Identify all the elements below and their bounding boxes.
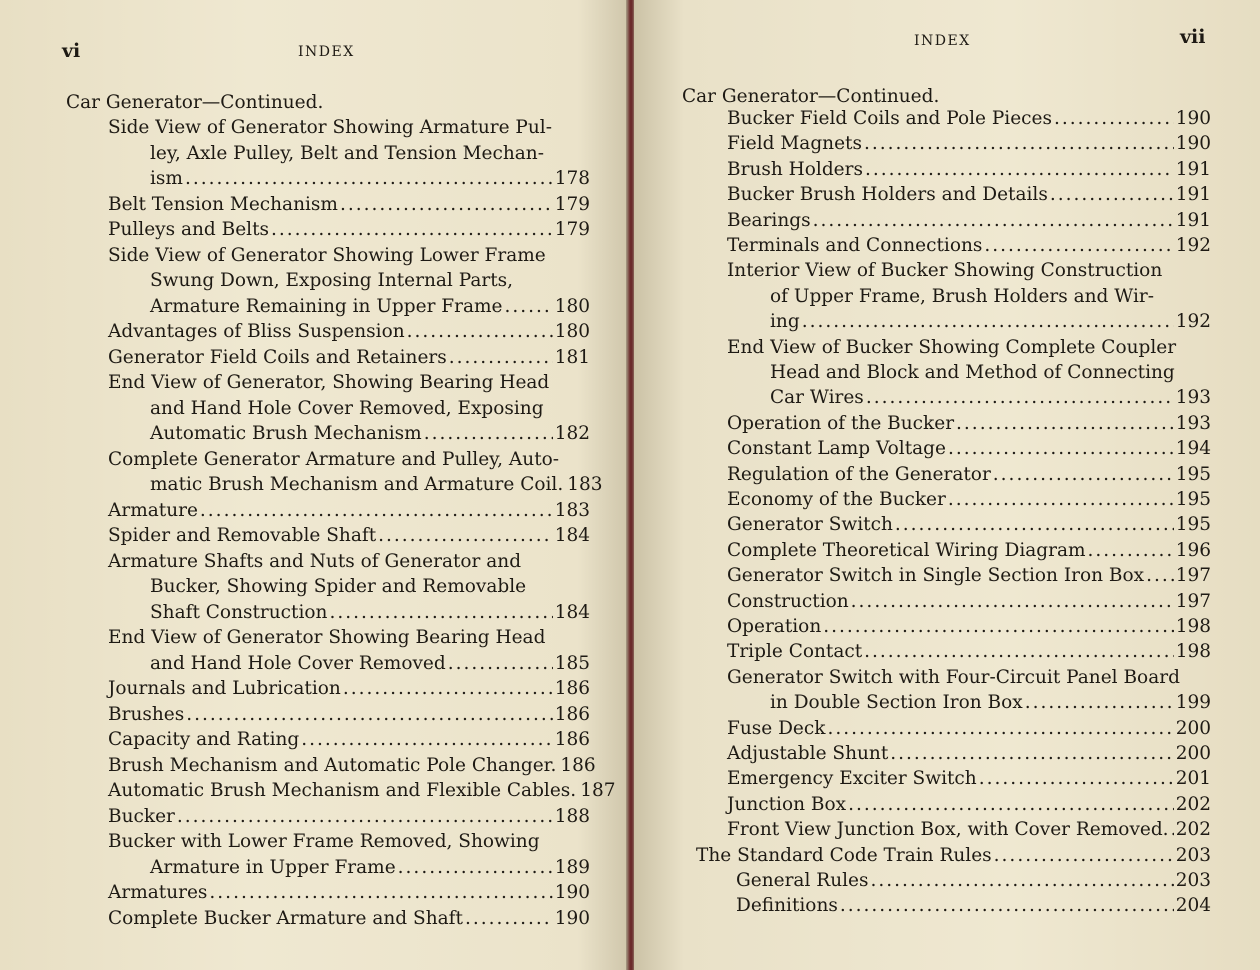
index-entry-text: Definitions	[736, 895, 838, 917]
index-entry-text: Complete Theoretical Wiring Diagram	[727, 539, 1086, 561]
index-entry-line	[108, 498, 590, 524]
left-running-head: INDEX	[298, 44, 355, 60]
section-heading-standard-code	[696, 843, 1211, 869]
index-page-number: 179	[554, 219, 590, 240]
index-entry-text: End View of Bucker Showing Complete Coupler	[727, 336, 1177, 358]
dot-leader	[398, 855, 553, 881]
dot-leader	[505, 294, 553, 320]
index-page-number: 190	[554, 907, 590, 929]
index-entry-text: Pulleys and Belts	[108, 219, 270, 240]
index-entry-line	[727, 157, 1211, 183]
index-page-number: 195	[1175, 514, 1211, 536]
index-page-number: 183	[567, 474, 603, 495]
index-entry-text: End View of Generator Showing Bearing Head	[108, 627, 546, 648]
index-entry-text: Operation	[727, 616, 822, 637]
index-page-number: 197	[1175, 590, 1211, 612]
index-entry-line	[727, 766, 1211, 792]
dot-leader	[1025, 690, 1174, 716]
index-page-number: 187	[580, 780, 616, 801]
index-entry-line	[727, 436, 1211, 462]
index-entry-text: Generator Switch	[727, 514, 893, 536]
index-entry-text: Generator Switch with Four-Circuit Panel Board	[727, 666, 1180, 688]
index-page-number: 190	[1175, 108, 1211, 129]
dot-leader	[823, 614, 1173, 640]
dot-leader	[948, 436, 1174, 462]
section-heading-text: The Standard Code Train Rules	[696, 844, 992, 866]
index-entry-line	[108, 702, 590, 728]
index-page-number: 184	[554, 525, 590, 546]
index-page-number: 200	[1175, 717, 1211, 739]
index-page-number: 204	[1175, 895, 1211, 917]
index-entry-line	[727, 462, 1211, 488]
index-entry-line	[150, 472, 603, 498]
dot-leader	[890, 741, 1173, 767]
index-entry-text: Junction Box	[727, 793, 847, 815]
index-entry-line	[150, 574, 590, 600]
index-entry-text: ley, Axle Pulley, Belt and Tension Mechan-	[150, 142, 544, 164]
index-page-number: 198	[1175, 641, 1211, 663]
index-entry-line	[150, 651, 590, 677]
dot-leader	[994, 843, 1174, 869]
index-entry-text: Triple Contact	[727, 641, 863, 663]
index-entry-line	[727, 665, 1211, 691]
dot-leader	[948, 487, 1174, 513]
dot-leader	[301, 727, 552, 753]
index-page-number: 191	[1175, 209, 1211, 231]
index-entry-line	[727, 182, 1211, 208]
index-page-number: 192	[1175, 311, 1211, 333]
index-entry-text: Regulation of the Generator	[727, 463, 991, 485]
dot-leader	[1146, 563, 1174, 589]
index-entry-text: Car Wires	[770, 387, 864, 409]
dot-leader	[984, 233, 1173, 259]
index-page-number: 202	[1175, 793, 1211, 815]
dot-leader	[1054, 106, 1174, 132]
index-entry-line	[108, 345, 590, 371]
index-entry-text: Bearings	[727, 209, 811, 231]
index-entry-text: Terminals and Connections	[727, 235, 983, 256]
index-entry-text: Generator Field Coils and Retainers	[108, 346, 447, 368]
index-entry-line	[108, 370, 590, 396]
index-entry-line	[150, 268, 590, 294]
index-entry-line	[108, 778, 616, 804]
index-entry-text: Brushes	[108, 703, 185, 725]
index-page-number: 178	[554, 168, 590, 189]
index-entry-text: Side View of Generator Showing Lower Frame	[108, 244, 546, 266]
dot-leader	[449, 345, 553, 371]
index-entry-line	[727, 512, 1211, 538]
index-entry-text: Journals and Lubrication	[108, 678, 341, 699]
dot-leader	[271, 217, 553, 243]
dot-leader	[378, 523, 553, 549]
index-entry-line	[727, 208, 1211, 234]
dot-leader	[851, 589, 1174, 615]
index-entry-line	[727, 487, 1211, 513]
left-page	[0, 0, 628, 970]
index-entry-text: Armature Shafts and Nuts of Generator and	[108, 550, 522, 572]
dot-leader	[802, 309, 1174, 335]
index-page-number: 201	[1175, 768, 1211, 790]
index-entry-line	[727, 792, 1211, 818]
index-entry-line	[108, 523, 590, 549]
index-entry-line	[736, 893, 1211, 919]
index-entry-line	[108, 549, 590, 575]
index-entry-line	[108, 727, 590, 753]
dot-leader	[209, 880, 552, 906]
index-entry-line	[150, 421, 590, 447]
index-entry-text: Front View Junction Box, with Cover Removed.	[727, 819, 1169, 841]
index-entry-text: Advantages of Bliss Suspension	[108, 321, 405, 342]
index-entry-text: General Rules	[736, 870, 869, 891]
index-page-number: 179	[554, 193, 590, 215]
index-entry-line	[108, 319, 590, 345]
index-entry-text: Armatures	[108, 882, 208, 903]
index-entry-text: Operation of the Bucker	[727, 412, 955, 434]
index-page-number: 193	[1175, 412, 1211, 434]
index-page-number: 200	[1175, 743, 1211, 764]
index-entry-text: Automatic Brush Mechanism	[150, 423, 422, 444]
dot-leader	[956, 411, 1174, 437]
index-page-number: 202	[1175, 819, 1211, 841]
index-entry-line	[150, 855, 590, 881]
index-entry-line	[108, 217, 590, 243]
dot-leader	[407, 319, 553, 345]
index-entry-text: Bucker with Lower Frame Removed, Showing	[108, 831, 540, 852]
index-entry-line	[108, 829, 590, 855]
index-entry-line	[770, 309, 1211, 335]
dot-leader	[827, 716, 1173, 742]
index-entry-text: of Upper Frame, Brush Holders and Wir-	[770, 285, 1154, 307]
index-entry-line	[150, 141, 590, 167]
index-entry-text: and Hand Hole Cover Removed, Exposing	[150, 397, 544, 419]
index-page-number: 189	[554, 856, 590, 878]
index-entry-text: Brush Mechanism and Automatic Pole Changer.	[108, 754, 557, 776]
index-page-number: 186	[554, 729, 590, 750]
index-entry-text: Bucker	[108, 805, 175, 827]
dot-leader	[840, 893, 1174, 919]
index-page-number: 182	[554, 423, 590, 444]
dot-leader	[177, 804, 553, 830]
index-page-number: 192	[1175, 235, 1211, 256]
right-continued-heading: Car Generator—Continued.	[682, 86, 940, 107]
index-page-number: 194	[1175, 438, 1211, 460]
dot-leader	[895, 512, 1174, 538]
dot-leader	[1088, 538, 1174, 564]
index-entry-text: Generator Switch in Single Section Iron Box	[727, 565, 1145, 587]
index-entry-text: Adjustable Shunt	[727, 743, 889, 764]
index-entry-text: Armature	[108, 499, 198, 521]
index-entry-line	[727, 741, 1211, 767]
index-page-number: 193	[1175, 387, 1211, 409]
dot-leader	[186, 702, 552, 728]
index-page-number: 186	[554, 678, 590, 699]
dot-leader	[465, 906, 553, 932]
index-entry-line	[150, 600, 590, 626]
left-continued-heading: Car Generator—Continued.	[66, 92, 324, 113]
index-page-number: 196	[1175, 539, 1211, 561]
index-entry-line	[108, 243, 590, 269]
index-entry-line	[727, 106, 1211, 132]
index-entry-line	[727, 716, 1211, 742]
index-entry-text: Armature Remaining in Upper Frame	[150, 295, 503, 317]
dot-leader	[424, 421, 553, 447]
index-entry-text: Field Magnets	[727, 133, 862, 155]
index-entry-text: Belt Tension Mechanism	[108, 193, 338, 215]
dot-leader	[185, 166, 553, 192]
index-entry-text: Economy of the Bucker	[727, 489, 946, 510]
dot-leader	[448, 651, 553, 677]
index-entry-line	[108, 804, 590, 830]
index-entry-text: Constant Lamp Voltage	[727, 438, 946, 460]
left-folio: vi	[62, 40, 81, 62]
index-entry-text: Head and Block and Method of Connecting	[770, 362, 1175, 383]
index-page-number: 183	[554, 499, 590, 521]
index-entry-text: Construction	[727, 590, 849, 612]
index-entry-text: Bucker Field Coils and Pole Pieces	[727, 108, 1052, 129]
dot-leader	[1171, 817, 1174, 843]
index-entry-line	[727, 411, 1211, 437]
index-entry-line	[150, 396, 590, 422]
index-entry-text: Automatic Brush Mechanism and Flexible Cables.	[108, 780, 577, 801]
dot-leader	[813, 208, 1174, 234]
dot-leader	[329, 600, 552, 626]
index-page-number: 180	[554, 321, 590, 342]
index-entry-text: Armature in Upper Frame	[150, 856, 396, 878]
index-entry-line	[770, 360, 1211, 386]
right-running-head: INDEX	[914, 33, 971, 49]
dot-leader	[340, 192, 553, 218]
index-entry-text: Interior View of Bucker Showing Construction	[727, 260, 1163, 282]
index-entry-text: ing	[770, 311, 800, 333]
index-entry-text: Complete Bucker Armature and Shaft	[108, 907, 463, 929]
index-page-number: 190	[554, 882, 590, 903]
dot-leader	[864, 639, 1174, 665]
right-folio: vii	[1180, 26, 1206, 48]
dot-leader	[979, 766, 1174, 792]
index-page-number: 203	[1175, 870, 1211, 891]
index-entry-text: Swung Down, Exposing Internal Parts,	[150, 270, 513, 291]
index-entry-text: Bucker Brush Holders and Details	[727, 184, 1048, 206]
index-page-number: 191	[1175, 158, 1211, 180]
index-page-number: 180	[554, 295, 590, 317]
dot-leader	[864, 131, 1174, 157]
dot-leader	[870, 868, 1173, 894]
index-entry-line	[727, 538, 1211, 564]
index-page-number: 191	[1175, 184, 1211, 206]
index-entry-text: in Double Section Iron Box	[770, 692, 1023, 714]
index-entry-line	[770, 385, 1211, 411]
index-entry-text: Complete Generator Armature and Pulley, Auto-	[108, 448, 560, 470]
dot-leader	[865, 157, 1174, 183]
index-entry-line	[727, 131, 1211, 157]
index-entry-line	[727, 614, 1211, 640]
index-entry-line	[108, 192, 590, 218]
index-entry-line	[770, 690, 1211, 716]
index-entry-line	[150, 166, 590, 192]
dot-leader	[200, 498, 553, 524]
dot-leader	[993, 462, 1174, 488]
index-entry-line	[108, 753, 596, 779]
index-entry-text: and Hand Hole Cover Removed	[150, 652, 446, 674]
right-page	[634, 0, 1260, 970]
index-entry-line	[108, 447, 590, 473]
dot-leader	[1050, 182, 1174, 208]
index-entry-text: Bucker, Showing Spider and Removable	[150, 576, 527, 597]
index-entry-text: Shaft Construction	[150, 601, 328, 623]
index-entry-text: Fuse Deck	[727, 717, 826, 739]
index-entry-line	[727, 233, 1211, 259]
index-entry-line	[108, 906, 590, 932]
index-entry-line	[150, 294, 590, 320]
index-page-number: 181	[554, 346, 590, 368]
index-page-number: 185	[554, 652, 590, 674]
index-page-number: 188	[554, 805, 590, 827]
index-page-number: 199	[1175, 692, 1211, 714]
index-entry-text: Side View of Generator Showing Armature Pul-	[108, 117, 552, 138]
index-entry-line	[108, 676, 590, 702]
index-page-number: 190	[1175, 133, 1211, 155]
index-entry-line	[727, 639, 1211, 665]
index-entry-line	[108, 880, 590, 906]
index-entry-line	[727, 817, 1211, 843]
index-entry-line	[770, 284, 1211, 310]
index-entry-line	[727, 335, 1211, 361]
index-page-number: 198	[1175, 616, 1211, 637]
index-entry-line	[736, 868, 1211, 894]
index-page-number: 197	[1175, 565, 1211, 587]
index-entry-text: matic Brush Mechanism and Armature Coil.	[150, 474, 564, 495]
index-entry-text: Brush Holders	[727, 158, 863, 180]
index-entry-line	[108, 115, 590, 141]
index-entry-line	[727, 589, 1211, 615]
dot-leader	[848, 792, 1174, 818]
index-entry-text: Emergency Exciter Switch	[727, 768, 977, 790]
index-page-number: 203	[1175, 844, 1211, 866]
index-page-number: 184	[554, 601, 590, 623]
index-page-number: 186	[560, 754, 596, 776]
index-entry-text: Capacity and Rating	[108, 729, 300, 750]
index-entry-line	[727, 258, 1211, 284]
index-page-number: 195	[1175, 489, 1211, 510]
index-entry-text: End View of Generator, Showing Bearing Head	[108, 372, 550, 393]
index-page-number: 186	[554, 703, 590, 725]
index-page-number: 195	[1175, 463, 1211, 485]
dot-leader	[343, 676, 553, 702]
index-entry-line	[108, 625, 590, 651]
dot-leader	[866, 385, 1174, 411]
index-entry-line	[727, 563, 1211, 589]
index-entry-text: Spider and Removable Shaft	[108, 525, 377, 546]
index-entry-text: ism	[150, 168, 183, 189]
